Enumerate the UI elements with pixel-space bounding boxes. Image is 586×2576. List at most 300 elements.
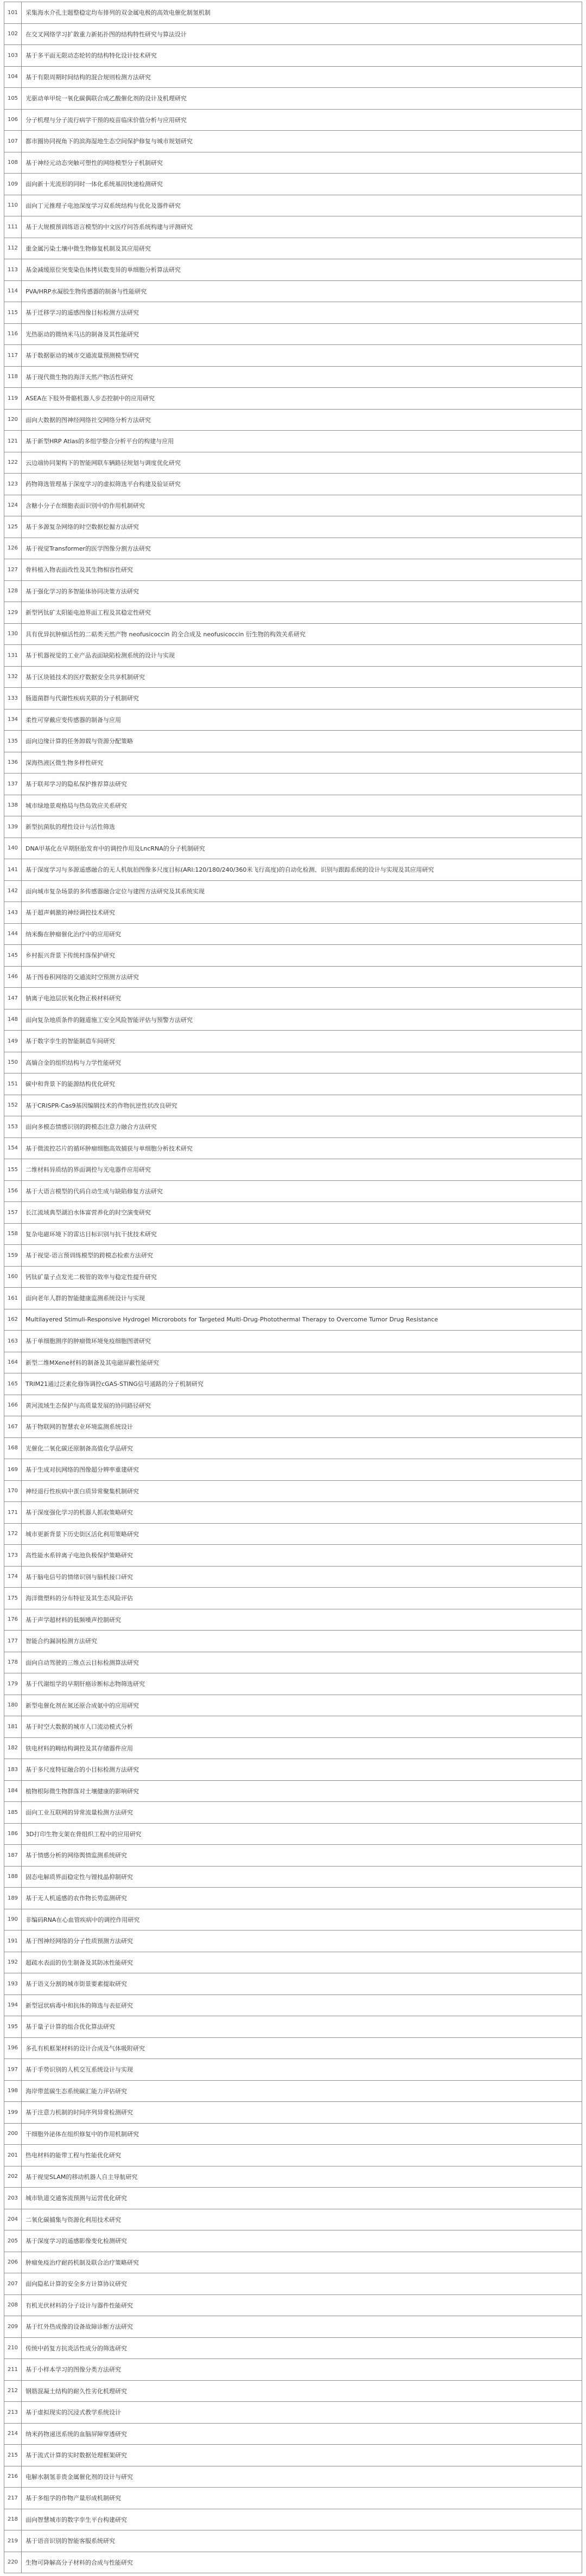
- row-number: 116: [4, 324, 22, 345]
- table-row: [4, 988, 582, 1009]
- table-row: [4, 945, 582, 967]
- table-row: [4, 259, 582, 281]
- row-number: 127: [4, 559, 22, 580]
- row-number: 106: [4, 110, 22, 131]
- row-title: 基于大语言模型的代码自动生成与缺陷修复方法研究: [26, 1187, 163, 1195]
- row-number: 159: [4, 1245, 22, 1266]
- row-number: 204: [4, 2209, 22, 2230]
- row-number: 186: [4, 1824, 22, 1845]
- row-title: 基于小样本学习的图像分类方法研究: [26, 2366, 121, 2374]
- row-number: 213: [4, 2402, 22, 2423]
- row-title: 基于图卷积网络的交通流时空预测方法研究: [26, 973, 139, 981]
- row-number: 203: [4, 2188, 22, 2209]
- row-number: 185: [4, 1802, 22, 1823]
- row-number: 218: [4, 2509, 22, 2530]
- row-number: 146: [4, 967, 22, 988]
- table-row: [4, 302, 582, 324]
- table-row: [4, 345, 582, 367]
- row-number: 215: [4, 2445, 22, 2466]
- table-row: [4, 1331, 582, 1352]
- table-row: [4, 281, 582, 303]
- table-row: [4, 324, 582, 346]
- row-number: 182: [4, 1738, 22, 1759]
- row-title: 在交叉网络学习扩散重力新拓扑图的结构特性研究与算法设计: [26, 30, 187, 38]
- table-row: [4, 67, 582, 88]
- row-number: 123: [4, 474, 22, 495]
- row-number: 209: [4, 2316, 22, 2337]
- row-title: DNA甲基化在早期胚胎发育中的调控作用及LncRNA的分子机制研究: [26, 845, 205, 852]
- row-title: 基于超声刺激的神经调控技术研究: [26, 909, 115, 917]
- row-number: 158: [4, 1224, 22, 1245]
- table-row: [4, 367, 582, 388]
- table-row: [4, 1459, 582, 1481]
- row-title: 具有优异抗肿瘤活性的二萜类天然产物 neofusicoccin 的全合成及 neofusicoccin 衍生物的构效关系研究: [26, 630, 305, 638]
- row-title: 面向自动驾驶的三维点云目标检测算法研究: [26, 1659, 139, 1666]
- row-title: 基于多尺度特征融合的小目标检测方法研究: [26, 1766, 139, 1774]
- row-title: 海岸带蓝碳生态系统碳汇能力评估研究: [26, 2087, 127, 2095]
- table-row: [4, 2552, 582, 2574]
- row-number: 155: [4, 1159, 22, 1180]
- row-title: 复杂电磁环境下的雷达目标识别与抗干扰技术研究: [26, 1230, 157, 1238]
- row-number: 195: [4, 2016, 22, 2037]
- row-title: 面向隐私计算的安全多方计算协议研究: [26, 2280, 127, 2288]
- row-title: 新型抗菌肽的理性设计与活性筛选: [26, 823, 115, 831]
- table-row: [4, 2530, 582, 2552]
- row-number: 139: [4, 816, 22, 838]
- row-number: 149: [4, 1031, 22, 1052]
- table-row: [4, 2424, 582, 2445]
- row-number: 142: [4, 881, 22, 902]
- table-row: [4, 1909, 582, 1931]
- row-title: 非编码RNA在心血管疾病中的调控作用研究: [26, 1916, 140, 1923]
- table-row: [4, 1931, 582, 1952]
- table-row: [4, 2016, 582, 2038]
- row-number: 173: [4, 1545, 22, 1566]
- row-title: 基于联邦学习的隐私保护推荐算法研究: [26, 781, 127, 788]
- row-number: 164: [4, 1352, 22, 1373]
- table-row: [4, 495, 582, 517]
- table-row: [4, 1159, 582, 1181]
- row-number: 132: [4, 667, 22, 688]
- table-row: [4, 1524, 582, 1545]
- table-row: [4, 624, 582, 645]
- row-number: 126: [4, 538, 22, 559]
- row-title: 基于红外热成像的设备故障诊断方法研究: [26, 2323, 133, 2331]
- row-number: 147: [4, 988, 22, 1009]
- row-title: 基于语义分割的城市街景要素提取研究: [26, 1980, 127, 1988]
- row-title: PVA/HRP水凝胶生物传感器的制备与性能研究: [26, 287, 147, 295]
- table-row: [4, 2338, 582, 2360]
- row-title: 新型电催化剂在氮还原合成氨中的应用研究: [26, 1702, 139, 1709]
- row-title: 钠离子电池层状氧化物正极材料研究: [26, 995, 121, 1002]
- row-title: 基于神经元动态突触可塑性的网络模型分子机制研究: [26, 159, 163, 167]
- table-row: [4, 1845, 582, 1867]
- row-number: 115: [4, 302, 22, 323]
- row-number: 157: [4, 1202, 22, 1223]
- row-number: 140: [4, 838, 22, 859]
- table-row: [4, 1181, 582, 1203]
- table-row: [4, 2038, 582, 2060]
- row-title: 神经退行性疾病中蛋白质异常聚集机制研究: [26, 1487, 139, 1495]
- row-number: 124: [4, 495, 22, 516]
- row-title: 基于脑电信号的情绪识别与脑机接口研究: [26, 1573, 133, 1581]
- table-row: [4, 2252, 582, 2274]
- row-title: 基于多平面无限动态轮转的结构特化设计技术研究: [26, 52, 157, 60]
- project-table: [4, 2, 582, 2573]
- row-number: 161: [4, 1288, 22, 1309]
- table-row: [4, 1116, 582, 1138]
- row-title: 面向新十光流形的同时一体化系统基因快速检测研究: [26, 181, 163, 188]
- table-row: [4, 2188, 582, 2209]
- table-row: [4, 110, 582, 131]
- row-title: 基于多源复杂网络的时空数据挖掘方法研究: [26, 523, 139, 531]
- row-number: 187: [4, 1845, 22, 1866]
- row-title: 基于情感分析的网络舆情监测系统研究: [26, 1852, 127, 1859]
- row-title: 纳米酶在肿瘤催化治疗中的应用研究: [26, 930, 121, 938]
- table-row: [4, 902, 582, 924]
- row-title: 基于物联网的智慧农业环境监测系统设计: [26, 1423, 133, 1431]
- table-row: [4, 2445, 582, 2466]
- table-row: [4, 1631, 582, 1652]
- row-title: 基金减缓原位突变染色体拷贝数变异的单细胞分析算法研究: [26, 266, 181, 274]
- table-row: [4, 645, 582, 667]
- table-row: [4, 45, 582, 67]
- table-row: [4, 216, 582, 238]
- row-title: 基于图神经网络的分子性质预测方法研究: [26, 1938, 133, 1945]
- row-title: 基于流式计算的实时数据处理框架研究: [26, 2452, 127, 2459]
- table-row: [4, 1738, 582, 1760]
- row-number: 118: [4, 367, 22, 388]
- row-title: 基于生成对抗网络的图像超分辨率重建研究: [26, 1466, 139, 1474]
- row-number: 169: [4, 1459, 22, 1480]
- row-number: 201: [4, 2145, 22, 2166]
- row-title: Multilayered Stimuli-Responsive Hydrogel Microrobots for Targeted Multi-Drug-Photothermal Therapy to Overcome Tumor Drug Resistance: [26, 1316, 438, 1324]
- row-number: 101: [4, 2, 22, 23]
- table-row: [4, 388, 582, 410]
- row-title: 肠道菌群与代谢性疾病关联的分子机制研究: [26, 695, 139, 702]
- table-row: [4, 2081, 582, 2102]
- table-row: [4, 2402, 582, 2424]
- row-number: 108: [4, 152, 22, 174]
- row-title: 新型二维MXene材料的制备及其电磁屏蔽性能研究: [26, 1359, 160, 1366]
- table-row: [4, 1888, 582, 1909]
- table-row: [4, 1867, 582, 1888]
- row-title: 基于强化学习的多智能体协同决策方法研究: [26, 587, 139, 595]
- table-row: [4, 1009, 582, 1031]
- row-number: 197: [4, 2059, 22, 2080]
- row-number: 113: [4, 259, 22, 280]
- row-title: 有机光伏材料的分子设计与器件性能研究: [26, 2302, 133, 2309]
- row-number: 151: [4, 1073, 22, 1095]
- row-number: 129: [4, 602, 22, 623]
- table-row: [4, 2059, 582, 2081]
- row-number: 134: [4, 709, 22, 731]
- row-title: 基于声学超材料的低频噪声控制研究: [26, 1616, 121, 1623]
- row-title: 多孔有机框架材料的设计合成及气体吸附研究: [26, 2044, 145, 2052]
- table-row: [4, 1438, 582, 1460]
- row-title: 高熵合金的组织结构与力学性能研究: [26, 1059, 121, 1066]
- row-number: 103: [4, 45, 22, 66]
- row-number: 128: [4, 581, 22, 602]
- table-row: [4, 152, 582, 174]
- row-title: 基于时空大数据的城市人口流动模式分析: [26, 1723, 133, 1731]
- table-row: [4, 1031, 582, 1052]
- row-title: 柔性可穿戴应变传感器的制备与应用: [26, 716, 121, 724]
- row-number: 174: [4, 1567, 22, 1588]
- row-number: 178: [4, 1652, 22, 1673]
- row-number: 179: [4, 1673, 22, 1695]
- row-title: 光热驱动的微纳米马达的制备及其性能研究: [26, 330, 139, 338]
- row-title: 基于大规模预训练语言模型的中文医疗问答系统构建与评测研究: [26, 223, 193, 231]
- row-number: 205: [4, 2230, 22, 2252]
- row-title: 基于语音识别的智能客服系统研究: [26, 2537, 115, 2545]
- table-row: [4, 131, 582, 152]
- table-row: [4, 2381, 582, 2402]
- table-row: [4, 410, 582, 431]
- row-title: 面向多模态情感识别的跨模态注意力融合方法研究: [26, 1123, 157, 1131]
- row-title: 智能合约漏洞检测方法研究: [26, 1638, 97, 1645]
- row-number: 156: [4, 1181, 22, 1202]
- row-title: ASEA在下肢外骨骼机器人步态控制中的应用研究: [26, 395, 155, 402]
- table-row: [4, 795, 582, 817]
- row-number: 143: [4, 902, 22, 923]
- row-title: 海洋微塑料的分布特征及其生态风险评估: [26, 1595, 133, 1602]
- table-row: [4, 1267, 582, 1288]
- table-row: [4, 431, 582, 452]
- row-title: 面向智慧城市的数字孪生平台构建研究: [26, 2516, 127, 2523]
- row-number: 153: [4, 1116, 22, 1137]
- row-title: 乡村振兴背景下传统村落保护研究: [26, 952, 115, 960]
- row-number: 208: [4, 2295, 22, 2316]
- row-title: 3D打印生物支架在骨组织工程中的应用研究: [26, 1830, 142, 1838]
- row-number: 202: [4, 2166, 22, 2188]
- row-title: 基于深度学习的遥感影像变化检测研究: [26, 2238, 127, 2245]
- table-row: [4, 516, 582, 538]
- row-title: 面向城市复杂场景的多传感器融合定位与建图方法研究及其系统实现: [26, 887, 205, 895]
- row-number: 211: [4, 2359, 22, 2380]
- row-title: 城市更新背景下历史街区活化利用策略研究: [26, 1530, 139, 1538]
- row-title: 城市绿地景观格局与热岛效应关系研究: [26, 802, 127, 809]
- table-row: [4, 1802, 582, 1824]
- row-number: 181: [4, 1716, 22, 1737]
- row-number: 194: [4, 1995, 22, 2016]
- table-row: [4, 774, 582, 795]
- row-number: 137: [4, 774, 22, 795]
- row-title: 基于区块链技术的医疗数据安全共享机制研究: [26, 673, 145, 681]
- row-number: 154: [4, 1138, 22, 1159]
- row-number: 133: [4, 688, 22, 709]
- row-title: 基于深度学习与多源遥感融合的无人机航拍图像多尺度目标(ARI:120/180/240/360米飞行高度)的自动化检测、识别与跟踪系统的设计与实现及其应用研究: [26, 866, 434, 874]
- table-row: [4, 752, 582, 774]
- table-row: [4, 1481, 582, 1503]
- row-number: 109: [4, 174, 22, 195]
- row-number: 214: [4, 2424, 22, 2445]
- row-number: 200: [4, 2124, 22, 2145]
- row-title: 碳中和背景下的能源结构优化研究: [26, 1081, 115, 1088]
- table-row: [4, 709, 582, 731]
- row-title: 光催化二氧化碳还原制备高值化学品研究: [26, 1444, 133, 1452]
- row-title: 城市轨道交通客流预测与运营优化研究: [26, 2195, 127, 2202]
- row-title: 面向大数据的图神经网络社交网络分析方法研究: [26, 416, 151, 424]
- table-row: [4, 2124, 582, 2145]
- table-row: [4, 1652, 582, 1674]
- table-row: [4, 2273, 582, 2295]
- row-title: 基于深度强化学习的机器人抓取策略研究: [26, 1509, 133, 1517]
- table-row: [4, 2359, 582, 2381]
- row-title: 基于机器视觉的工业产品表面缺陷检测系统的设计与实现: [26, 652, 175, 660]
- table-row: [4, 2295, 582, 2317]
- row-title: 面向边缘计算的任务卸载与资源分配策略: [26, 738, 133, 745]
- row-number: 199: [4, 2102, 22, 2123]
- table-row: [4, 1545, 582, 1567]
- table-row: [4, 559, 582, 581]
- table-row: [4, 2509, 582, 2531]
- row-title: 新型冠状病毒中和抗体的筛选与表征研究: [26, 2002, 133, 2009]
- table-row: [4, 1052, 582, 1074]
- row-number: 183: [4, 1759, 22, 1780]
- row-number: 175: [4, 1588, 22, 1609]
- row-number: 210: [4, 2338, 22, 2359]
- row-title: 超疏水表面的仿生制备及其防冰性能研究: [26, 1959, 133, 1966]
- table-row: [4, 2316, 582, 2338]
- row-number: 206: [4, 2252, 22, 2273]
- table-row: [4, 238, 582, 260]
- row-title: 钢筋混凝土结构的耐久性劣化机理研究: [26, 2387, 127, 2395]
- table-row: [4, 667, 582, 688]
- row-title: 基于视觉Transformer的医学图像分割方法研究: [26, 545, 151, 552]
- table-row: [4, 816, 582, 838]
- row-number: 192: [4, 1952, 22, 1973]
- row-number: 170: [4, 1481, 22, 1502]
- row-title: 面向丁元推理子电池深度学习双系统结构与优化及器件研究: [26, 202, 181, 209]
- row-number: 184: [4, 1781, 22, 1802]
- row-number: 112: [4, 238, 22, 259]
- table-row: [4, 1245, 582, 1267]
- table-row: [4, 924, 582, 945]
- row-title: 基于数字孪生的智能制造车间研究: [26, 1038, 115, 1045]
- row-title: 基于CRISPR-Cas9基因编辑技术的作物抗逆性状改良研究: [26, 1102, 177, 1109]
- row-number: 190: [4, 1909, 22, 1931]
- row-title: 钙钛矿量子点发光二极管的效率与稳定性提升研究: [26, 1273, 157, 1281]
- table-row: [4, 1824, 582, 1845]
- table-row: [4, 538, 582, 560]
- row-number: 131: [4, 645, 22, 666]
- table-row: [4, 1502, 582, 1524]
- table-row: [4, 1609, 582, 1631]
- row-number: 144: [4, 924, 22, 945]
- table-row: [4, 2102, 582, 2124]
- row-number: 135: [4, 731, 22, 752]
- row-number: 125: [4, 516, 22, 538]
- table-row: [4, 1309, 582, 1331]
- table-row: [4, 1973, 582, 1995]
- row-title: 传统中药复方抗炎活性成分的筛选研究: [26, 2344, 127, 2352]
- table-row: [4, 24, 582, 46]
- row-number: 196: [4, 2038, 22, 2059]
- row-number: 193: [4, 1973, 22, 1995]
- table-row: [4, 838, 582, 860]
- table-row: [4, 2209, 582, 2231]
- table-row: [4, 1395, 582, 1417]
- table-row: [4, 1138, 582, 1160]
- row-number: 105: [4, 88, 22, 109]
- row-number: 168: [4, 1438, 22, 1459]
- row-title: 基于手势识别的人机交互系统设计与实现: [26, 2066, 133, 2074]
- row-number: 152: [4, 1095, 22, 1116]
- row-number: 165: [4, 1373, 22, 1395]
- row-title: 基于新型HRP Atlas的多组学整合分析平台的构建与应用: [26, 438, 174, 445]
- row-number: 198: [4, 2081, 22, 2102]
- row-title: 基于多组学的作物产量形成机制研究: [26, 2495, 121, 2502]
- table-row: [4, 967, 582, 988]
- table-row: [4, 474, 582, 495]
- row-title: 含糖小分子在细胞表面识别中的作用机制研究: [26, 502, 145, 509]
- row-number: 160: [4, 1267, 22, 1288]
- table-row: [4, 88, 582, 110]
- row-title: 面向工业互联网的异常流量检测方法研究: [26, 1809, 133, 1817]
- row-title: 电解水制氢非贵金属催化剂的设计与研究: [26, 2473, 133, 2481]
- row-title: 纳米药物递送系统的血脑屏障穿透研究: [26, 2430, 127, 2438]
- row-title: 基于微流控芯片的循环肿瘤细胞高效捕获与单细胞分析技术研究: [26, 1145, 193, 1152]
- row-title: 基于迁移学习的遥感图像目标检测方法研究: [26, 309, 139, 317]
- table-row: [4, 1995, 582, 2017]
- table-row: [4, 2, 582, 24]
- table-row: [4, 1588, 582, 1609]
- row-title: 干细胞外泌体在组织修复中的作用机制研究: [26, 2130, 139, 2138]
- row-title: 重金属污染土壤中微生物修复机制及其应用研究: [26, 245, 151, 252]
- row-title: 深海热液区微生物多样性研究: [26, 759, 103, 766]
- row-number: 110: [4, 195, 22, 216]
- table-row: [4, 731, 582, 752]
- row-title: 光驱动单甲烷一氧化碳偶联合成乙酸催化剂的设计及机理研究: [26, 95, 187, 103]
- table-row: [4, 1416, 582, 1438]
- row-number: 216: [4, 2466, 22, 2488]
- table-row: [4, 1759, 582, 1781]
- row-title: 基于视觉SLAM的移动机器人自主导航研究: [26, 2173, 138, 2181]
- table-row: [4, 1716, 582, 1738]
- row-number: 120: [4, 410, 22, 431]
- row-number: 104: [4, 67, 22, 88]
- table-row: [4, 581, 582, 603]
- table-row: [4, 1095, 582, 1117]
- row-number: 180: [4, 1695, 22, 1716]
- row-number: 212: [4, 2381, 22, 2402]
- row-number: 167: [4, 1416, 22, 1437]
- table-row: [4, 2145, 582, 2166]
- row-title: 基于无人机遥感的农作物长势监测研究: [26, 1895, 127, 1902]
- row-title: 基于现代微生物的海洋天然产物活性研究: [26, 373, 133, 381]
- table-row: [4, 1673, 582, 1695]
- row-title: 新型钙钛矿太阳能电池界面工程及其稳定性研究: [26, 609, 151, 617]
- table-row: [4, 1288, 582, 1309]
- row-number: 122: [4, 452, 22, 474]
- row-number: 150: [4, 1052, 22, 1073]
- table-row: [4, 1567, 582, 1588]
- row-title: 热电材料的能带工程与性能优化研究: [26, 2152, 121, 2159]
- row-number: 166: [4, 1395, 22, 1416]
- table-row: [4, 1202, 582, 1224]
- row-title: 肿瘤免疫治疗耐药机制及联合治疗策略研究: [26, 2259, 139, 2266]
- row-title: 基于数据驱动的城市交通流量预测模型研究: [26, 352, 139, 360]
- row-title: 基于有限周期时间结构的混合规则检测方法研究: [26, 73, 151, 81]
- row-title: 二氧化碳捕集与资源化利用技术研究: [26, 2216, 121, 2223]
- table-row: [4, 2466, 582, 2488]
- row-number: 111: [4, 216, 22, 238]
- table-row: [4, 881, 582, 903]
- row-number: 121: [4, 431, 22, 452]
- row-number: 171: [4, 1502, 22, 1523]
- row-number: 162: [4, 1309, 22, 1331]
